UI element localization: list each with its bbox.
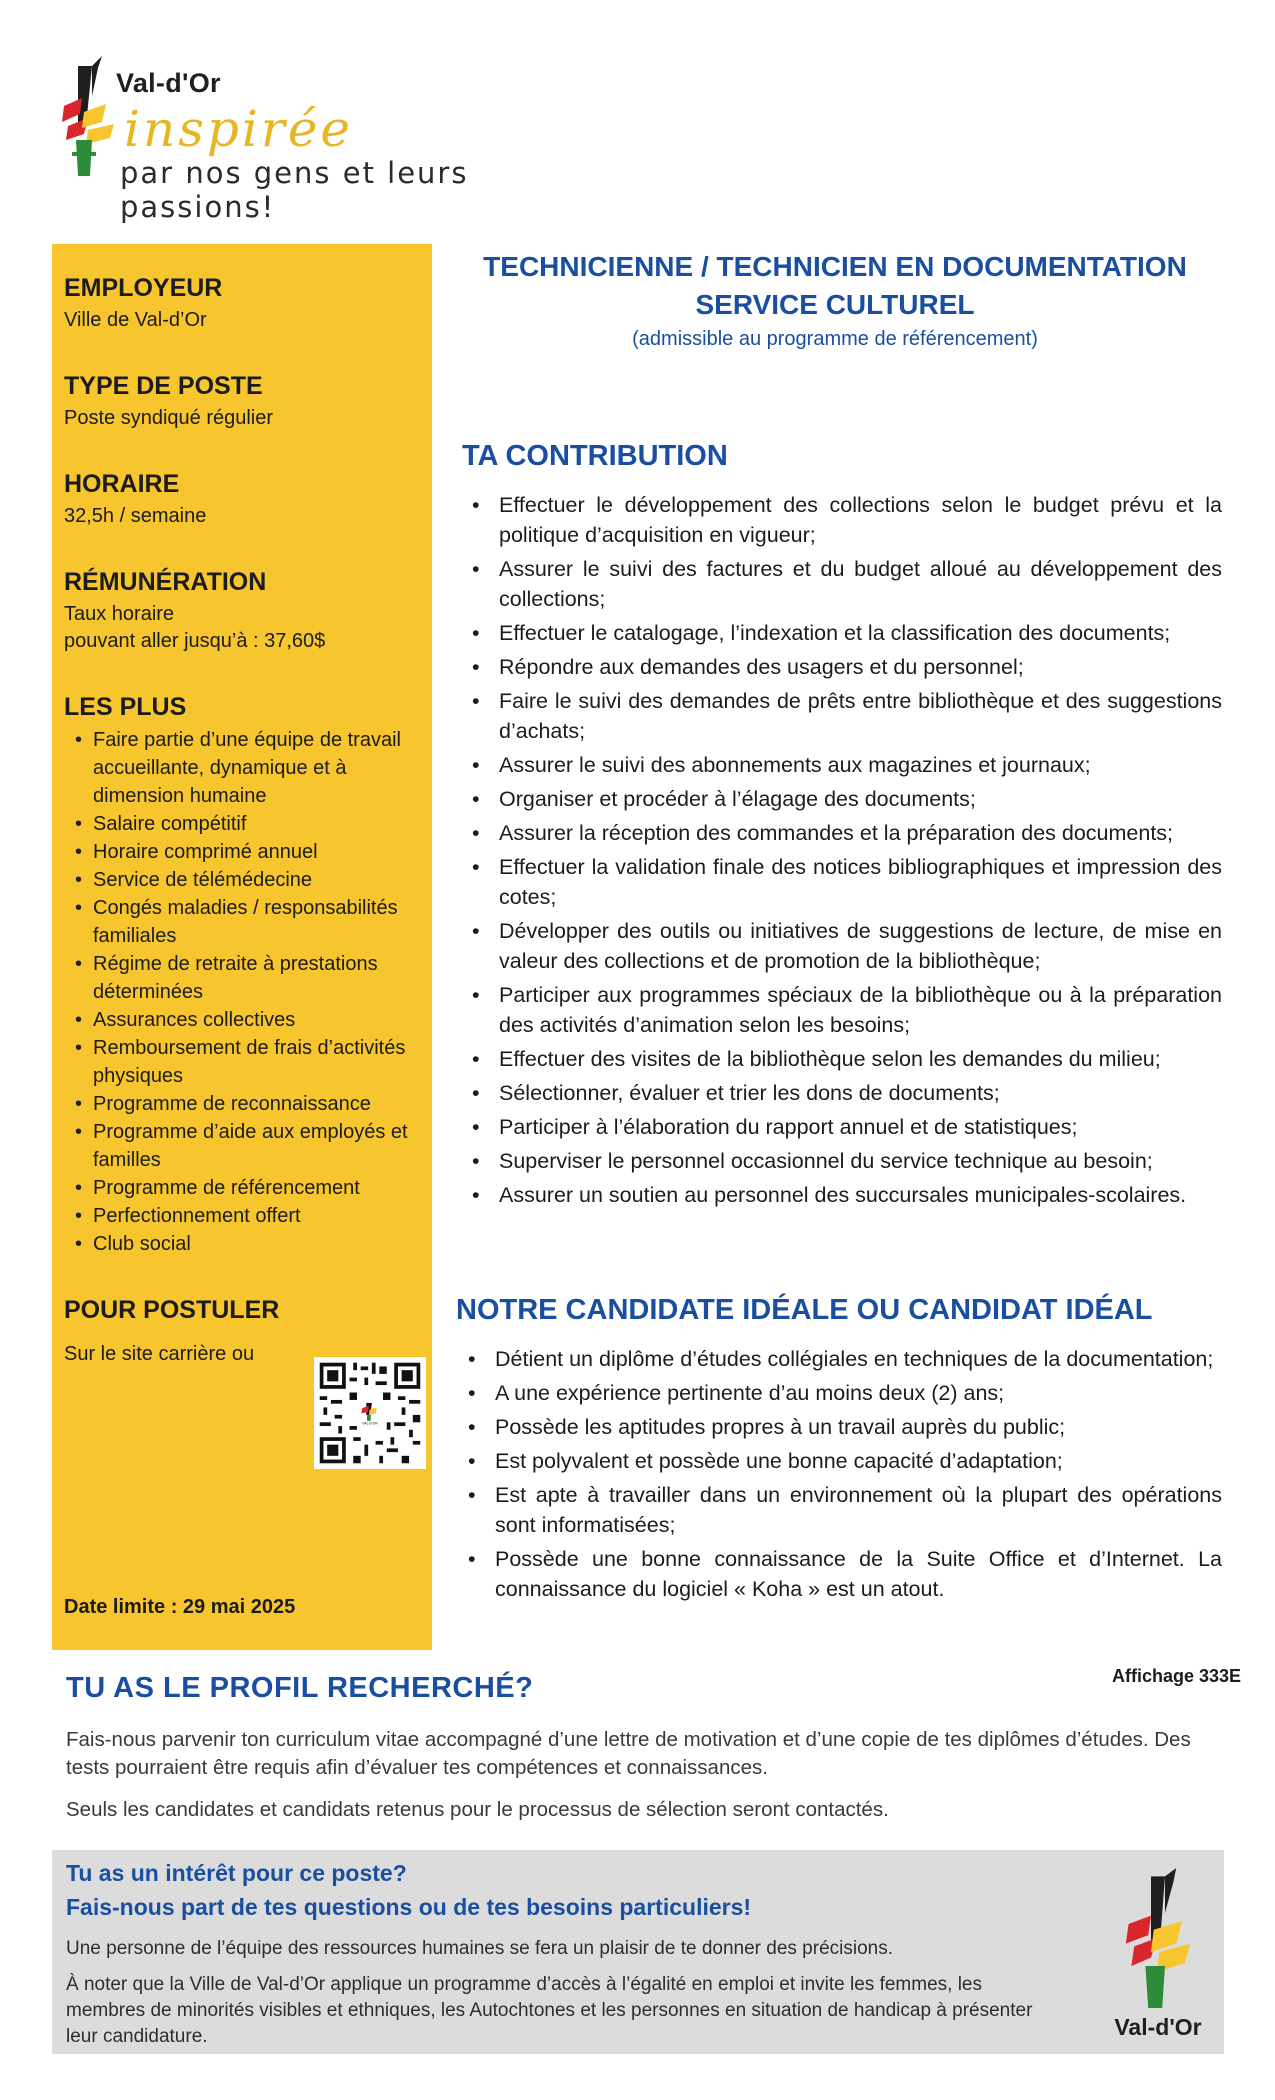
job-subtitle: (admissible au programme de référencement) [632,328,1038,350]
list-item: • Effectuer la validation finale des notices bibliographiques et impression des cotes; [462,852,1222,912]
list-item: • Superviser le personnel occasionnel du service technique au besoin; [462,1146,1222,1176]
list-item: • Régime de retraite à prestations déterminées [64,950,420,1006]
val-dor-logo-icon [1108,1868,1208,2008]
info-heading-2: Fais-nous part de tes questions ou de tes besoins particuliers! [66,1894,752,1920]
info-paragraph-2: À noter que la Ville de Val-d’Or applique un programme d’accès à l’égalité en emploi et invite les femmes, les membres de minorités visibles et ethniques, les Autochtones et les personnes en situation de handicap à présenter leur candidature. [66,1974,1033,2047]
list-item: • Salaire compétitif [64,810,420,838]
list-item: • Assurances collectives [64,1006,420,1034]
list-item: • Programme d’aide aux employés et familles [64,1118,420,1174]
schedule-block [64,470,420,530]
employer-heading: EMPLOYEUR [64,274,223,302]
logo-tagline: par nos gens et leurs passions! [120,156,469,224]
job-title-block [455,248,1215,351]
list-item: • Est apte à travailler dans un environnement où la plupart des opérations sont informatisées; [458,1480,1222,1540]
profile-heading: TU AS LE PROFIL RECHERCHÉ? [66,1672,534,1704]
qr-caption [362,1422,378,1426]
post-type-heading: TYPE DE POSTE [64,372,263,400]
list-item: • Service de télémédecine [64,866,420,894]
post-type-block [64,372,420,432]
list-item: • Participer à l’élaboration du rapport annuel et de statistiques; [462,1112,1222,1142]
list-item: • Perfectionnement offert [64,1202,420,1230]
job-department: SERVICE CULTUREL [695,289,975,320]
logo-brand-text: Val-d'Or [116,68,221,98]
list-item: • Programme de référencement [64,1174,420,1202]
list-item: • Assurer le suivi des factures et du budget alloué au développement des collections; [462,554,1222,614]
footer-logo [1108,1868,1208,2048]
schedule-value: 32,5h / semaine [64,505,207,527]
list-item: • Faire partie d’une équipe de travail accueillante, dynamique et à dimension humaine [64,726,420,810]
candidate-list [458,1344,1222,1608]
candidate-heading: NOTRE CANDIDATE IDÉALE OU CANDIDAT IDÉAL [456,1294,1153,1326]
list-item: • Sélectionner, évaluer et trier les dons de documents; [462,1078,1222,1108]
contribution-heading: TA CONTRIBUTION [462,440,728,472]
list-item: • Remboursement de frais d’activités physiques [64,1034,420,1090]
info-box [52,1850,1224,2054]
list-item: • Répondre aux demandes des usagers et du personnel; [462,652,1222,682]
list-item: • Horaire comprimé annuel [64,838,420,866]
footer-logo-text: Val-d'Or [1114,2014,1202,2040]
list-item: • Effectuer le développement des collections selon le budget prévu et la politique d’acquisition en vigueur; [462,490,1222,550]
list-item: • Possède les aptitudes propres à un travail auprès du public; [458,1412,1222,1442]
list-item: • Organiser et procéder à l’élagage des documents; [462,784,1222,814]
schedule-heading: HORAIRE [64,470,180,498]
list-item: • Congés maladies / responsabilités familiales [64,894,420,950]
profile-paragraph-2: Seuls les candidates et candidats retenus pour le processus de sélection seront contactés. [66,1798,889,1821]
apply-text: Sur le site carrière ou [64,1343,255,1365]
apply-heading: POUR POSTULER [64,1296,280,1324]
perks-block [64,693,420,1258]
list-item: • Assurer un soutien au personnel des succursales municipales-scolaires. [462,1180,1222,1210]
info-heading-1: Tu as un intérêt pour ce poste? [66,1860,407,1886]
list-item: • Programme de reconnaissance [64,1090,420,1118]
post-type-value: Poste syndiqué régulier [64,407,274,429]
pay-block [64,568,420,655]
info-paragraph-1: Une personne de l’équipe des ressources humaines se fera un plaisir de te donner des précisions. [66,1938,893,1959]
contribution-list [462,490,1222,1214]
list-item: • Club social [64,1230,420,1258]
list-item: • Est polyvalent et possède une bonne capacité d’adaptation; [458,1446,1222,1476]
header-logo [58,56,618,224]
list-item: • A une expérience pertinente d’au moins deux (2) ans; [458,1378,1222,1408]
apply-row [64,1341,420,1461]
list-item: • Possède une bonne connaissance de la Suite Office et d’Internet. La connaissance du logiciel « Koha » est un atout. [458,1544,1222,1604]
list-item: • Assurer la réception des commandes et la préparation des documents; [462,818,1222,848]
perks-heading: LES PLUS [64,693,187,721]
list-item: • Détient un diplôme d’études collégiales en techniques de la documentation; [458,1344,1222,1374]
employer-block [64,274,420,334]
list-item: • Développer des outils ou initiatives de suggestions de lecture, de mise en valeur des collections et de promotion de la bibliothèque; [462,916,1222,976]
job-title: TECHNICIENNE / TECHNICIEN EN DOCUMENTATION [483,251,1187,282]
pay-heading: RÉMUNÉRATION [64,568,267,596]
profile-paragraph-1: Fais-nous parvenir ton curriculum vitae accompagné d’une lettre de motivation et d’une copie de tes diplômes d’études. Des tests pourraient être requis afin d’évaluer tes compétences et connaissances. [66,1728,1191,1779]
list-item: • Effectuer le catalogage, l’indexation et la classification des documents; [462,618,1222,648]
job-summary-sidebar [52,244,432,1650]
deadline: Date limite : 29 mai 2025 [64,1596,296,1618]
list-item: • Assurer le suivi des abonnements aux magazines et journaux; [462,750,1222,780]
perks-list [64,726,420,1258]
list-item: • Faire le suivi des demandes de prêts entre bibliothèque et des suggestions d’achats; [462,686,1222,746]
posting-reference: Affichage 333E [1112,1666,1242,1686]
pay-line-2: pouvant aller jusqu’à : 37,60$ [64,630,326,652]
pay-line-1: Taux horaire [64,603,175,625]
employer-value: Ville de Val-d’Or [64,309,207,331]
qr-code-icon[interactable] [314,1357,426,1469]
list-item: • Effectuer des visites de la bibliothèque selon les demandes du milieu; [462,1044,1222,1074]
list-item: • Participer aux programmes spéciaux de la bibliothèque ou à la préparation des activités d’animation selon les besoins; [462,980,1222,1040]
apply-block [64,1296,420,1461]
logo-tagline-inspiree: inspirée [124,100,353,158]
